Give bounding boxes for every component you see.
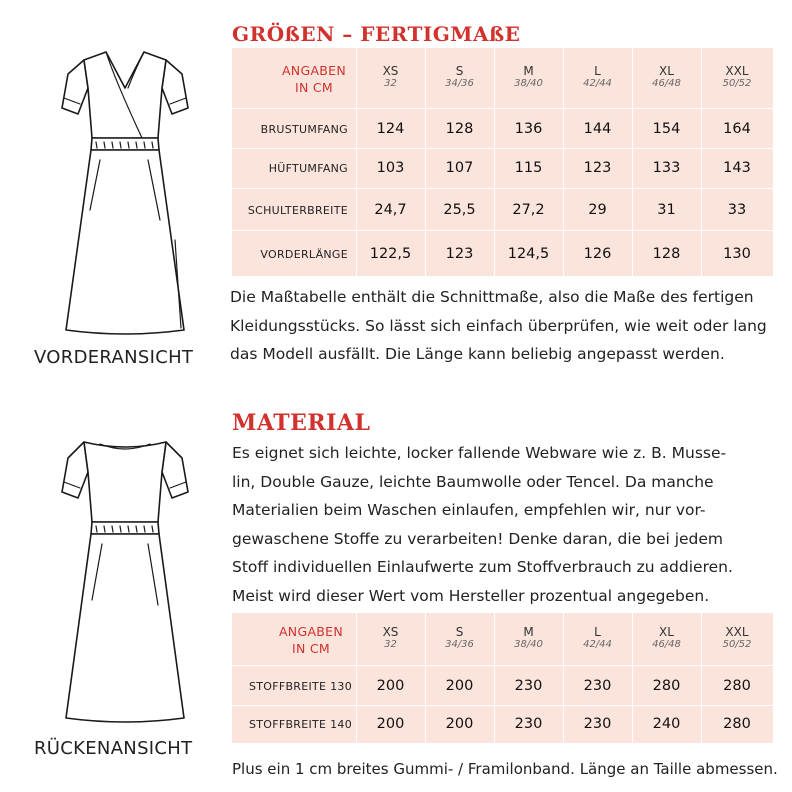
table-cell: 31 [657,202,676,218]
material-line: Es eignet sich leichte, locker fallende Webware wie z. B. Musse- [232,444,727,462]
material-description [232,439,733,611]
table-cell: 200 [376,716,405,732]
front-view-label: VORDERANSICHT [34,347,194,368]
table-cell: 124 [376,121,405,137]
table-cell: 29 [588,202,607,218]
header-label [272,62,356,96]
table-cell: 143 [723,160,751,176]
table-cell: 128 [652,246,681,262]
table-cell: 240 [652,716,681,732]
row-label: HÜFTUMFANG [268,162,348,175]
table-cell: 128 [445,121,474,137]
table-cell: 123 [445,246,474,262]
table-cell: 200 [376,678,405,694]
column-header-xl: XL 46/48 [652,625,681,650]
header-label-line2: IN CM [291,641,331,656]
table-cell: 154 [652,121,681,137]
row-label: BRUSTUMFANG [260,123,348,136]
material-line: lin, Double Gauze, leichte Baumwolle oder Tencel. Da manche [232,472,714,491]
table-cell: 130 [723,246,751,262]
table-cell: 280 [723,678,751,694]
table-cell: 230 [514,678,543,694]
table-cell: 124,5 [507,246,550,262]
size-table [232,48,773,276]
size-table-description [230,283,767,369]
column-header-s: S 34/36 [445,64,474,89]
table-row [232,665,773,706]
table-cell: 122,5 [369,246,412,262]
table-row [232,148,773,189]
column-header-s: S 34/36 [445,625,474,650]
table-cell: 123 [583,160,612,176]
header-label [266,623,356,657]
table-row [232,108,773,149]
material-section-title: MATERIAL [232,410,371,436]
table-cell: 27,2 [512,202,545,218]
header-label-line2: IN CM [294,80,334,95]
table-cell: 24,7 [374,202,407,218]
elastic-note: Plus ein 1 cm breites Gummi- / Framilonband. Länge an Taille abmessen. [232,760,778,778]
table-row [232,188,773,231]
material-line: Materialien beim Waschen einlaufen, empfehlen wir, nur vor- [232,501,706,520]
row-label: STOFFBREITE 140 [248,718,352,731]
table-cell: 115 [514,160,543,176]
table-cell: 230 [583,678,612,694]
dress-front-illustration [40,40,210,345]
column-header-l: L 42/44 [583,625,612,650]
table-cell: 230 [583,716,612,732]
table-cell: 126 [583,246,612,262]
table-cell: 280 [723,716,751,732]
description-line: das Modell ausfällt. Die Länge kann beliebig angepasst werden. [230,345,725,364]
material-line: Stoff individuellen Einlaufwerte zum Stoffverbrauch zu addieren. [232,558,733,577]
fabric-table-header [232,613,773,665]
fabric-table [232,613,773,743]
description-line: Kleidungsstücks. So lässt sich einfach überprüfen, wie weit oder lang [230,316,767,335]
table-row [232,705,773,744]
row-label: VORDERLÄNGE [260,248,348,261]
column-header-xl: XL 46/48 [652,64,681,89]
table-cell: 164 [723,121,751,137]
dress-back-illustration [40,430,210,735]
row-label: SCHULTERBREITE [247,204,348,217]
table-cell: 103 [376,160,405,176]
column-header-xxl: XXL 50/52 [722,625,752,650]
table-cell: 33 [727,202,747,218]
back-view-label: RÜCKENANSICHT [34,738,193,759]
description-line: Die Maßtabelle enthält die Schnittmaße, also die Maße des fertigen [230,288,754,306]
column-header-xxl: XXL 50/52 [722,64,752,89]
table-cell: 230 [514,716,543,732]
size-table-header [232,48,773,108]
table-cell: 133 [652,160,681,176]
column-header-xs: XS 32 [382,625,399,650]
row-label: STOFFBREITE 130 [248,680,352,693]
table-cell: 144 [583,121,612,137]
table-cell: 107 [445,160,474,176]
column-header-m: M 38/40 [514,625,543,650]
header-label-line1: ANGABEN [278,624,344,639]
material-line: gewaschene Stoffe zu verarbeiten! Denke daran, die bei jedem [232,529,724,548]
column-header-xs: XS 32 [382,64,399,89]
table-cell: 200 [445,678,474,694]
table-cell: 200 [445,716,474,732]
table-row [232,230,773,277]
sizes-section-title: GRÖßEN – FERTIGMAßE [232,22,521,46]
table-cell: 25,5 [443,202,476,218]
header-label-line1: ANGABEN [281,63,347,78]
column-header-l: L 42/44 [583,64,612,89]
column-header-m: M 38/40 [514,64,543,89]
table-cell: 136 [514,121,543,137]
table-cell: 280 [652,678,681,694]
material-line: Meist wird dieser Wert vom Hersteller prozentual angegeben. [232,586,710,605]
